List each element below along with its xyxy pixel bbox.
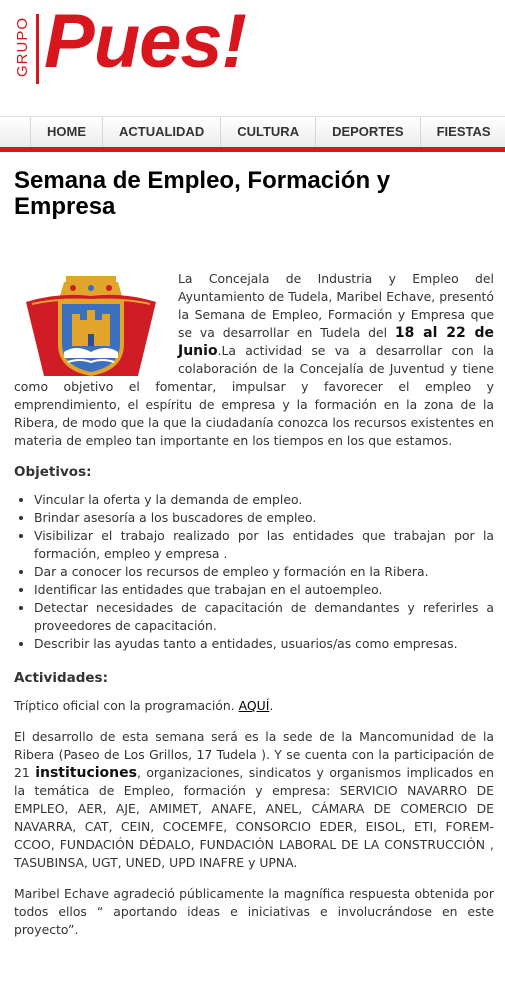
nav-item-cultura[interactable]: CULTURA bbox=[220, 117, 315, 147]
logo-pues-text: Pues! bbox=[44, 0, 246, 84]
nav-items bbox=[30, 117, 505, 147]
sede-text-1: El desarrollo de esta semana será es la sede de la Mancomunidad de la Ribera (Paseo de Los Grillos, 17 Tudela ). Y se cuenta con la participación de 21 bbox=[14, 729, 494, 780]
actividades-heading: Actividades: bbox=[14, 670, 108, 686]
intro-text-2: .La actividad se va a desarrollar con la colaboración de la Concejalía de Juventud y tiene como objetivo el fomentar, impulsar y favorecer el empleo y emprendimiento, el espíritu de empresa y la formación en la zona de la Ribera, de modo que la que la ciudadanía conozca los recursos existentes en materia de empleo tan importante en los tiempos en los que estamos. bbox=[14, 343, 494, 448]
list-item: • Visibilizar el trabajo realizado por las entidades que trabajan por la formación, empleo y empresa . bbox=[34, 527, 494, 563]
logo-divider bbox=[36, 14, 39, 84]
nav-divider-line bbox=[0, 147, 505, 152]
sede-paragraph bbox=[14, 728, 494, 872]
nav-item-actualidad[interactable]: ACTUALIDAD bbox=[102, 117, 220, 147]
nav-item-home[interactable]: HOME bbox=[30, 117, 102, 147]
list-item: • Identificar las entidades que trabajan en el autoempleo. bbox=[34, 581, 494, 599]
list-item: • Detectar necesidades de capacitación de demandantes y referirles a proveedores de capacitación. bbox=[34, 599, 494, 635]
intro-dates: 18 al 22 de Junio bbox=[178, 325, 494, 359]
closing-paragraph: Maribel Echave agradeció públicamente la magnífica respuesta obtenida por todos ellos “ aportando ideas e iniciativas e involucrándose en este proyecto”. bbox=[14, 886, 494, 937]
list-item: • Brindar asesoría a los buscadores de empleo. bbox=[34, 509, 494, 527]
article-title: Semana de Empleo, Formación y Empresa bbox=[14, 167, 391, 220]
list-item: • Dar a conocer los recursos de empleo y formación en la Ribera. bbox=[34, 563, 494, 581]
objetivos-list bbox=[14, 491, 494, 653]
logo-grupo-text: GRUPO bbox=[14, 17, 31, 78]
triptico-end: . bbox=[269, 698, 274, 713]
objetivos-heading: Objetivos: bbox=[14, 464, 92, 480]
main-nav bbox=[0, 116, 505, 147]
article-body bbox=[14, 270, 494, 952]
intro-text-1: La Concejala de Industria y Empleo del Ayuntamiento de Tudela, Maribel Echave, presentó la Semana de Empleo, Formación y Empresa que se va desarrollar en Tudela del bbox=[178, 271, 494, 340]
tudela-coat-of-arms-icon bbox=[18, 274, 164, 376]
nav-item-fiestas[interactable]: FIESTAS bbox=[420, 117, 505, 147]
triptico-text: Tríptico oficial con la programación. bbox=[14, 698, 239, 713]
triptico-paragraph bbox=[14, 697, 494, 715]
list-item: • Describir las ayudas tanto a entidades, usuarios/as como empresas. bbox=[34, 635, 494, 653]
sede-text-2: , organizaciones, sindicatos y organismos implicados en la temática de Empleo, formación y empresa: SERVICIO NAVARRO DE EMPLEO, AER, AJE, AMIMET, ANAFE, ANEL, CÁMARA DE COMERCIO DE NAVARRA, CAT, CEIN, COCEMFE, CONSORCIO EDER, EISOL, ETI, FOREM-CCOO, FUNDACIÓN DÉDALO, FUNDACIÓN LABORAL DE LA CONSTRUCCIÓN , TASUBINSA, UGT, UNED, UPD INAFRE y UPNA. bbox=[14, 765, 494, 870]
site-logo[interactable] bbox=[0, 0, 505, 112]
list-item: • Vincular la oferta y la demanda de empleo. bbox=[34, 491, 494, 509]
triptico-link[interactable]: AQUÍ bbox=[238, 698, 270, 713]
nav-item-deportes[interactable]: DEPORTES bbox=[315, 117, 420, 147]
sede-instituciones: instituciones bbox=[35, 765, 137, 781]
